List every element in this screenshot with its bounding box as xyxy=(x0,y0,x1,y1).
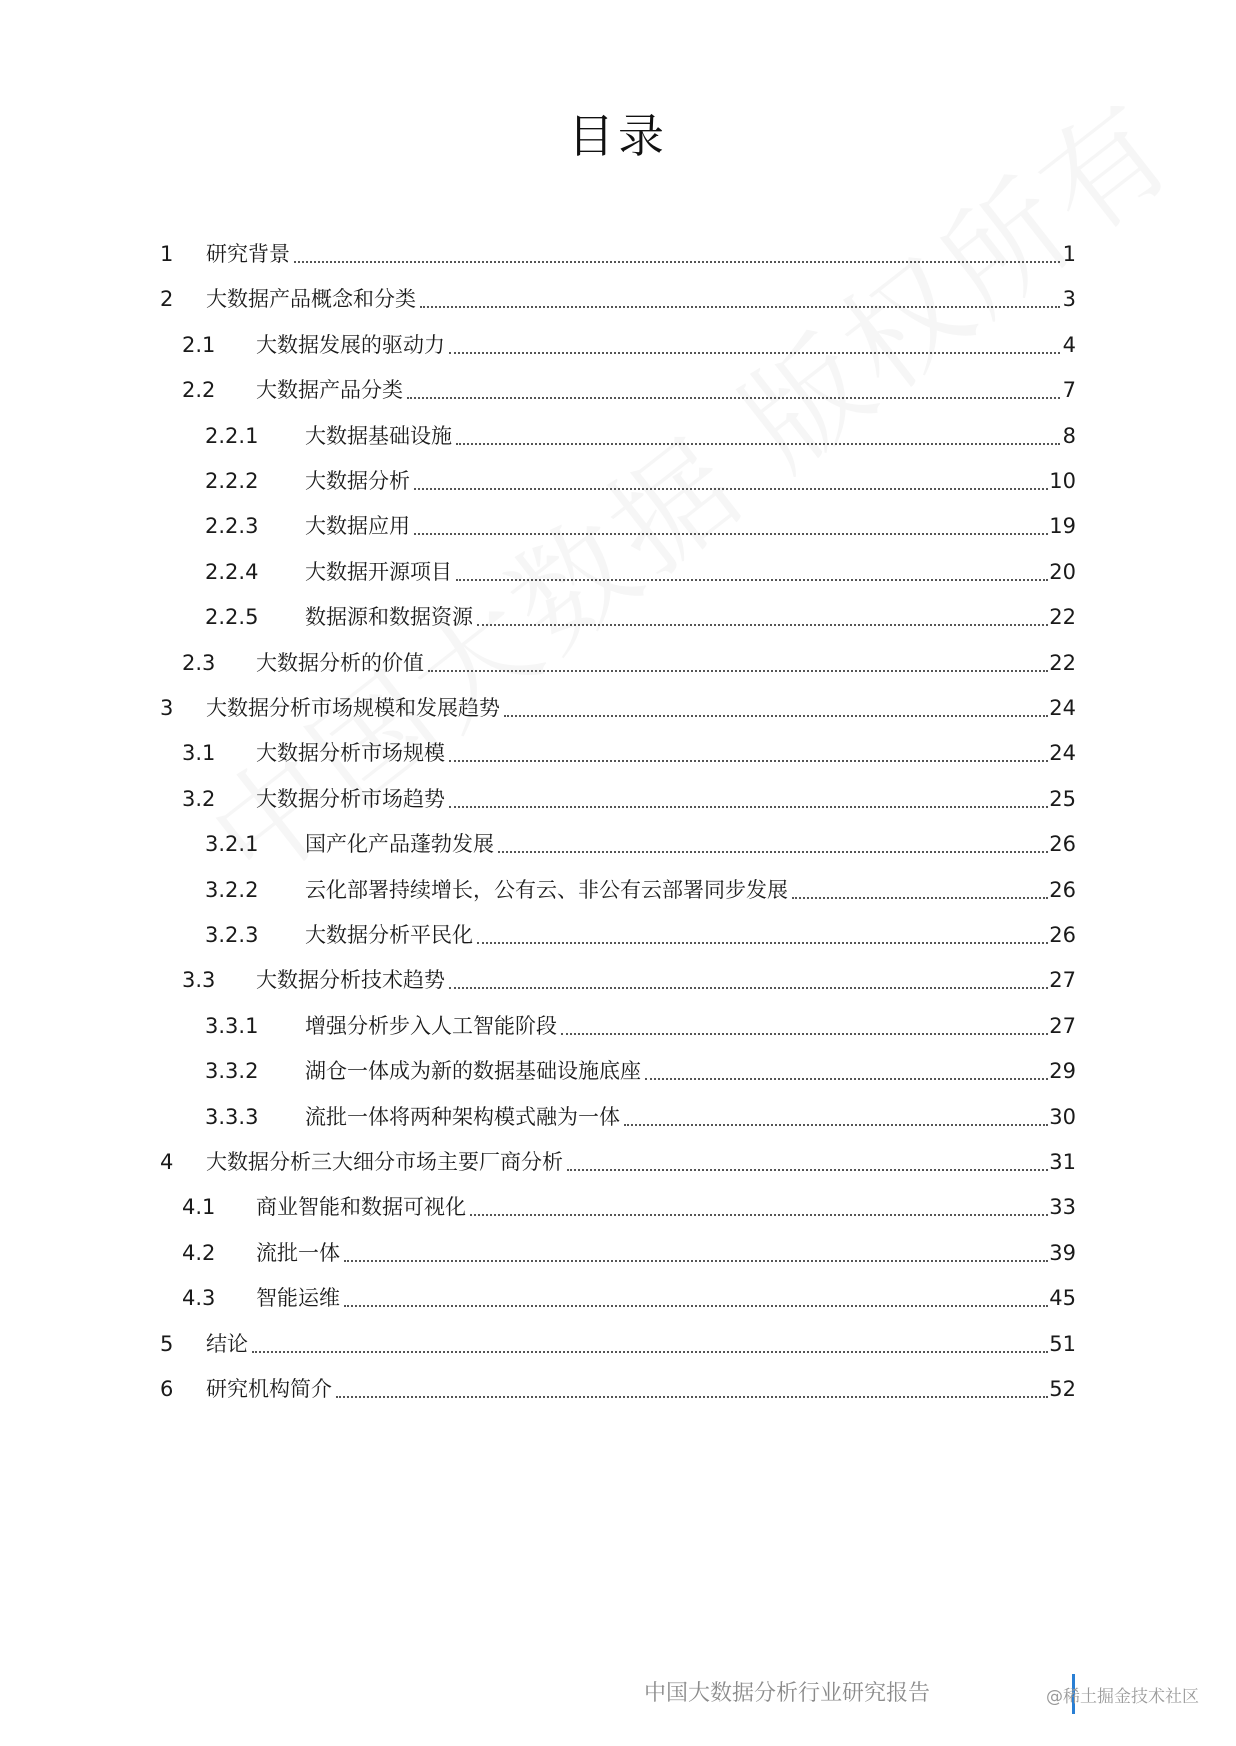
toc-leader-dots xyxy=(470,1214,1048,1216)
toc-entry[interactable] xyxy=(0,918,1236,952)
toc-entry-number: 2 xyxy=(160,287,174,312)
toc-leader-dots xyxy=(252,1351,1048,1353)
toc-entry-label: 增强分析步入人工智能阶段 xyxy=(305,1013,557,1038)
toc-entry[interactable] xyxy=(0,873,1236,907)
toc-entry-label: 大数据产品分类 xyxy=(256,378,403,403)
toc-entry-page: 39 xyxy=(1049,1240,1076,1265)
toc-entry-number: 4 xyxy=(160,1150,174,1174)
toc-entry-number: 4.1 xyxy=(182,1195,216,1220)
toc-entry-number: 3.2.1 xyxy=(205,832,259,857)
toc-entry-page: 29 xyxy=(1049,1059,1076,1084)
toc-entry-page: 22 xyxy=(1049,650,1076,675)
toc-entry-number: 3.3.2 xyxy=(205,1059,259,1084)
toc-entry[interactable] xyxy=(0,373,1236,407)
toc-leader-dots xyxy=(344,1260,1048,1262)
toc-entry-number: 3.3.3 xyxy=(205,1104,259,1129)
toc-entry[interactable] xyxy=(0,646,1236,680)
toc-entry-page: 20 xyxy=(1049,559,1076,584)
toc-entry-number: 2.2.3 xyxy=(205,514,259,539)
toc-entry-label: 数据源和数据资源 xyxy=(305,605,473,630)
toc-entry[interactable] xyxy=(0,1145,1236,1179)
toc-entry-label: 大数据分析市场趋势 xyxy=(256,786,445,811)
toc-entry[interactable] xyxy=(0,736,1236,770)
toc-entry[interactable] xyxy=(0,691,1236,725)
toc-entry-page: 4 xyxy=(1062,332,1076,357)
toc-leader-dots xyxy=(624,1124,1048,1126)
toc-entry-label: 大数据分析 xyxy=(305,469,410,493)
toc-entry-page: 27 xyxy=(1049,1013,1076,1038)
toc-entry[interactable] xyxy=(0,963,1236,997)
toc-entry-number: 2.2.2 xyxy=(205,469,259,493)
toc-entry-page: 3 xyxy=(1062,287,1076,312)
toc-entry-label: 大数据开源项目 xyxy=(305,559,452,584)
toc-entry[interactable] xyxy=(0,1236,1236,1270)
toc-entry-number: 3.2.3 xyxy=(205,923,259,947)
toc-leader-dots xyxy=(567,1169,1048,1171)
toc-entry[interactable] xyxy=(0,782,1236,816)
page-title: 目录 xyxy=(568,109,668,163)
toc-entry-page: 26 xyxy=(1049,832,1076,857)
toc-entry-label: 流批一体将两种架构模式融为一体 xyxy=(305,1104,620,1129)
toc-entry-label: 智能运维 xyxy=(256,1286,340,1311)
toc-entry-page: 33 xyxy=(1049,1195,1076,1220)
toc-entry[interactable] xyxy=(0,1100,1236,1134)
toc-entry-page: 25 xyxy=(1049,786,1076,811)
toc-entry[interactable] xyxy=(0,1327,1236,1361)
toc-entry-page: 1 xyxy=(1062,242,1076,266)
toc-entry-number: 3.2.2 xyxy=(205,877,259,902)
toc-entry[interactable] xyxy=(0,600,1236,634)
toc-entry-label: 大数据分析的价值 xyxy=(256,650,424,675)
toc-entry[interactable] xyxy=(0,1009,1236,1043)
toc-entry-label: 研究背景 xyxy=(206,242,290,266)
toc-leader-dots xyxy=(477,624,1048,626)
toc-entry[interactable] xyxy=(0,237,1236,271)
toc-leader-dots xyxy=(414,488,1048,490)
toc-entry[interactable] xyxy=(0,509,1236,543)
toc-entry-label: 云化部署持续增长，公有云、非公有云部署同步发展 xyxy=(305,877,788,902)
footer-credit: @稀土掘金技术社区 xyxy=(1046,1687,1199,1707)
toc-entry-number: 4.2 xyxy=(182,1240,216,1265)
toc-leader-dots xyxy=(420,306,1060,308)
toc-leader-dots xyxy=(336,1396,1048,1398)
toc-leader-dots xyxy=(456,579,1048,581)
toc-entry-page: 19 xyxy=(1049,514,1076,539)
toc-leader-dots xyxy=(561,1033,1048,1035)
toc-entry[interactable] xyxy=(0,419,1236,453)
toc-entry-number: 2.2.1 xyxy=(205,423,259,448)
toc-entry-page: 10 xyxy=(1049,469,1076,493)
toc-entry-number: 3.3.1 xyxy=(205,1013,259,1038)
toc-entry[interactable] xyxy=(0,1190,1236,1224)
toc-entry-label: 大数据分析平民化 xyxy=(305,923,473,947)
toc-entry-number: 2.2 xyxy=(182,378,216,403)
toc-leader-dots xyxy=(645,1078,1048,1080)
toc-entry[interactable] xyxy=(0,464,1236,498)
toc-entry-page: 45 xyxy=(1049,1286,1076,1311)
toc-entry-page: 22 xyxy=(1049,605,1076,630)
toc-leader-dots xyxy=(504,715,1048,717)
toc-entry-label: 湖仓一体成为新的数据基础设施底座 xyxy=(305,1059,641,1084)
toc-leader-dots xyxy=(294,261,1060,263)
toc-entry[interactable] xyxy=(0,1372,1236,1406)
toc-leader-dots xyxy=(428,670,1048,672)
toc-entry-label: 研究机构简介 xyxy=(206,1377,332,1401)
page-footer xyxy=(0,1674,1236,1714)
toc-entry-label: 大数据分析技术趋势 xyxy=(256,968,445,993)
toc-leader-dots xyxy=(792,897,1048,899)
toc-entry-page: 31 xyxy=(1049,1150,1076,1174)
toc-entry-number: 5 xyxy=(160,1331,174,1356)
toc-entry[interactable] xyxy=(0,827,1236,861)
toc-entry-number: 3.2 xyxy=(182,786,216,811)
toc-entry-number: 2.2.4 xyxy=(205,559,259,584)
toc-entry[interactable] xyxy=(0,282,1236,316)
toc-entry-number: 4.3 xyxy=(182,1286,216,1311)
toc-entry-number: 3.1 xyxy=(182,741,216,766)
toc-entry[interactable] xyxy=(0,1054,1236,1088)
toc-entry-number: 2.3 xyxy=(182,650,216,675)
toc-entry-page: 51 xyxy=(1049,1331,1076,1356)
toc-entry-label: 大数据分析市场规模 xyxy=(256,741,445,766)
toc-leader-dots xyxy=(344,1305,1048,1307)
toc-entry[interactable] xyxy=(0,555,1236,589)
toc-leader-dots xyxy=(449,806,1048,808)
toc-entry-number: 1 xyxy=(160,242,174,266)
toc-entry[interactable] xyxy=(0,328,1236,362)
toc-entry-label: 大数据基础设施 xyxy=(305,423,452,448)
toc-entry-number: 6 xyxy=(160,1377,174,1401)
toc-leader-dots xyxy=(449,352,1060,354)
toc-entry-number: 2.2.5 xyxy=(205,605,259,630)
toc-leader-dots xyxy=(449,760,1048,762)
toc-entry-label: 商业智能和数据可视化 xyxy=(256,1195,466,1220)
toc-entry-label: 大数据发展的驱动力 xyxy=(256,332,445,357)
toc-leader-dots xyxy=(498,851,1048,853)
toc-entry-label: 大数据分析三大细分市场主要厂商分析 xyxy=(206,1150,563,1174)
toc-entry-number: 3 xyxy=(160,696,174,720)
toc-entry-number: 2.1 xyxy=(182,332,216,357)
toc-entry-label: 大数据分析市场规模和发展趋势 xyxy=(206,696,500,720)
toc-leader-dots xyxy=(414,533,1048,535)
footer-report-title: 中国大数据分析行业研究报告 xyxy=(643,1681,930,1706)
toc-entry-page: 24 xyxy=(1049,741,1076,766)
toc-entry-label: 国产化产品蓬勃发展 xyxy=(305,832,494,857)
toc-entry-page: 26 xyxy=(1049,923,1076,947)
toc-leader-dots xyxy=(407,397,1060,399)
toc-leader-dots xyxy=(449,987,1048,989)
toc-entry-page: 30 xyxy=(1049,1104,1076,1129)
toc-entry-label: 大数据应用 xyxy=(305,514,410,539)
toc-entry-number: 3.3 xyxy=(182,968,216,993)
toc-leader-dots xyxy=(477,942,1048,944)
toc-entry-page: 24 xyxy=(1049,696,1076,720)
toc-entry-page: 7 xyxy=(1062,378,1076,403)
toc-entry-page: 8 xyxy=(1062,423,1076,448)
toc-entry-label: 结论 xyxy=(206,1331,248,1356)
toc-entry-page: 52 xyxy=(1049,1377,1076,1401)
toc-entry-page: 27 xyxy=(1049,968,1076,993)
toc-entry-page: 26 xyxy=(1049,877,1076,902)
toc-entry-label: 大数据产品概念和分类 xyxy=(206,287,416,312)
toc-entry-label: 流批一体 xyxy=(256,1240,340,1265)
toc-leader-dots xyxy=(456,443,1060,445)
toc-entry[interactable] xyxy=(0,1281,1236,1315)
